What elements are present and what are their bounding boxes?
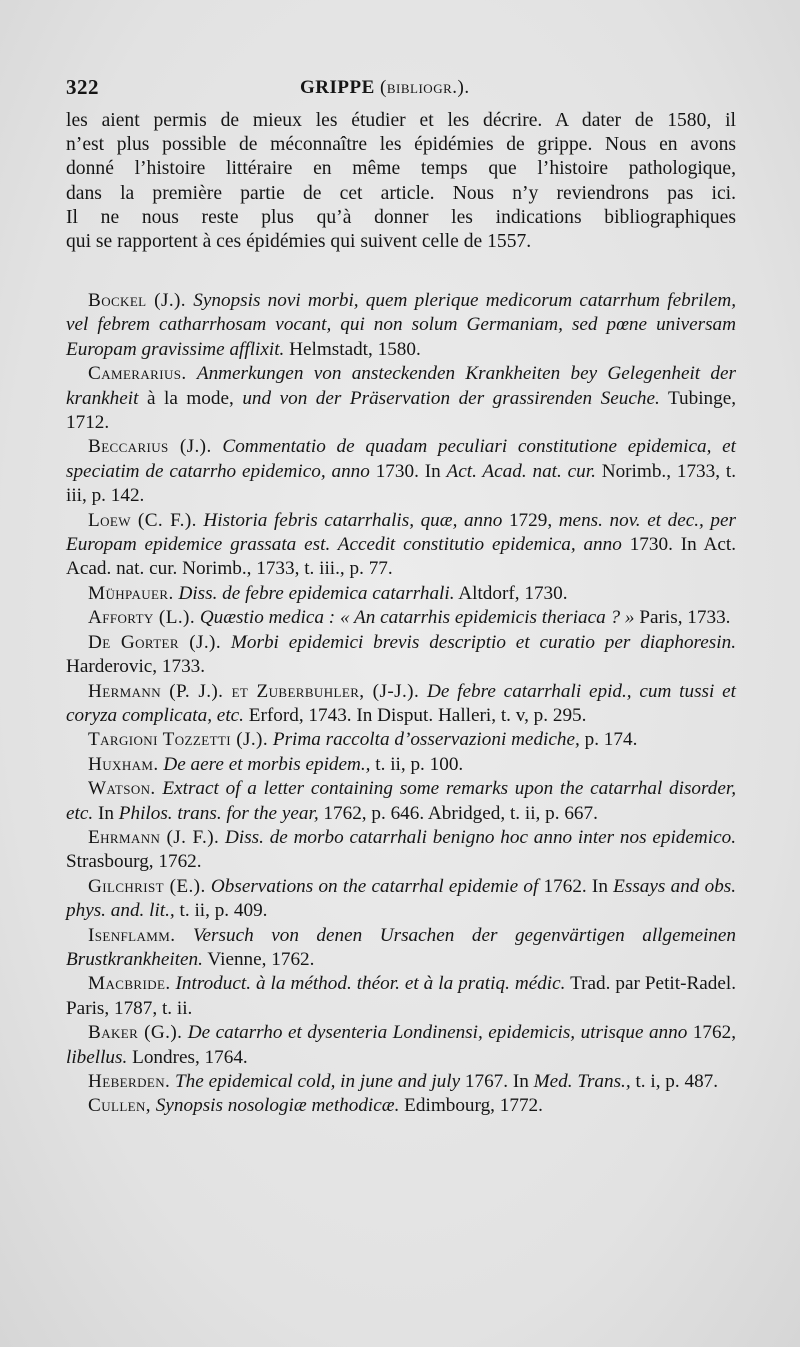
- entry-publication: Tubinge, 1712.: [66, 387, 737, 434]
- entry-author: Macbride.: [88, 973, 171, 995]
- entry-author: Loew (C. F.).: [88, 509, 197, 531]
- bibliography-entry: [66, 972, 736, 1021]
- intro-line: qui se rapportent à ces épidémies qui suivent celle de 1557.: [66, 230, 532, 252]
- entry-title: Synopsis novi morbi, quem plerique medicorum catarrhum febrilem, vel febrem catharrhosam vocant, qui non solum Germaniam, sed pœne universam Europam gravissime afflixit.: [66, 290, 736, 360]
- entry-author: Ehrmann (J. F.).: [88, 826, 220, 848]
- entry-detail: 1729,: [508, 509, 553, 531]
- entry-author: Beccarius (J.).: [88, 436, 212, 458]
- running-title-sub: (bibliogr.).: [380, 77, 470, 98]
- entry-author: Afforty (L.).: [88, 607, 196, 629]
- entry-author: Mühpauer.: [88, 582, 174, 604]
- bibliography-list: [66, 289, 736, 1119]
- entry-author: Huxham.: [88, 753, 159, 775]
- bibliography-entry: [66, 728, 736, 752]
- entry-title: Quæstio medica : « An catarrhis epidemicis theriaca ? »: [199, 607, 635, 629]
- entry-author: Gilchrist (E.).: [88, 875, 206, 897]
- bibliography-entry: [66, 435, 736, 508]
- bibliography-entry: [66, 1094, 736, 1118]
- entry-title-continued: libellus.: [66, 1046, 128, 1068]
- entry-author: Hermann (P. J.). et Zuberbuhler, (J-J.).: [88, 680, 420, 702]
- page-number: 322: [66, 75, 99, 99]
- entry-title: Commentatio de quadam peculiari constitutione epidemica, et speciatim de catarrho epidemico, anno: [66, 436, 736, 482]
- entry-title: Anmerkungen von ansteckenden Krankheiten bey Gelegenheit der krankheit: [66, 363, 736, 409]
- bibliography-entry: [66, 1070, 736, 1094]
- bibliography-entry: [66, 509, 736, 582]
- entry-title: Introduct. à la méthod. théor. et à la pratiq. médic.: [175, 973, 566, 995]
- entry-title: The epidemical cold, in june and july: [175, 1071, 461, 1092]
- entry-publication: t. ii, p. 100.: [375, 753, 464, 775]
- entry-publication: Trad. par Petit-Radel. Paris, 1787, t. ii.: [66, 973, 737, 1019]
- entry-author: Baker (G.).: [88, 1022, 183, 1044]
- entry-publication: Vienne, 1762.: [207, 948, 315, 970]
- entry-detail: 1762,: [692, 1022, 736, 1044]
- entry-author: Isenflamm.: [88, 924, 176, 946]
- entry-detail: 1762. In: [543, 875, 608, 897]
- entry-author: Cullen,: [88, 1095, 151, 1117]
- entry-publication: t. ii, p. 409.: [179, 900, 268, 922]
- bibliography-entry: [66, 680, 736, 729]
- entry-publication: Altdorf, 1730.: [458, 582, 568, 604]
- entry-title: Synopsis nosologiæ methodicæ.: [155, 1095, 400, 1117]
- entry-publication: 1762, p. 646. Abridged, t. ii, p. 667.: [323, 802, 598, 824]
- entry-author: Heberden.: [88, 1071, 171, 1092]
- entry-title-continued: mens. nov. et dec., per Europam epidemice grassata est. Accedit constitutio epidemica, anno: [66, 509, 737, 556]
- intro-line: donné l’histoire littéraire en même temps que l’histoire pathologique,: [66, 158, 736, 180]
- entry-detail: 1730. In: [375, 460, 441, 482]
- entry-detail: In: [97, 802, 114, 824]
- entry-title: De aere et morbis epidem.,: [163, 753, 371, 775]
- entry-publication: t. i, p. 487.: [635, 1071, 719, 1092]
- entry-publication: Norimb., 1733, t. iii, p. 142.: [66, 460, 736, 507]
- entry-title: Observations on the catarrhal epidemie of: [210, 875, 539, 897]
- entry-title-continued: Med. Trans.,: [533, 1071, 631, 1092]
- entry-author: Bockel (J.).: [88, 290, 187, 311]
- entry-author: Watson.: [88, 778, 156, 800]
- bibliography-entry: [66, 826, 736, 875]
- entry-title-continued: Philos. trans. for the year,: [118, 802, 319, 824]
- bibliography-entry: [66, 1021, 736, 1070]
- entry-publication: Erford, 1743. In Disput. Halleri, t. v, p. 295.: [248, 704, 587, 726]
- entry-publication: Edimbourg, 1772.: [404, 1095, 543, 1117]
- bibliography-entry: [66, 875, 736, 924]
- bibliography-entry: [66, 606, 736, 630]
- running-title-main: GRIPPE: [300, 77, 375, 98]
- entry-title: Prima raccolta d’osservazioni mediche,: [272, 729, 580, 751]
- running-title: [300, 77, 470, 99]
- bibliography-entry: [66, 362, 736, 435]
- entry-title: Diss. de febre epidemica catarrhali.: [178, 582, 455, 604]
- entry-title: De febre catarrhali epid., cum tussi et coryza complicata, etc.: [66, 680, 737, 726]
- intro-line: Il ne nous reste plus qu’à donner les indications bibliographiques: [66, 206, 736, 228]
- bibliography-entry: [66, 753, 736, 777]
- bibliography-entry: [66, 289, 736, 362]
- entry-publication: p. 174.: [584, 729, 638, 751]
- entry-title: De catarrho et dysenteria Londinensi, epidemicis, utrisque anno: [187, 1022, 688, 1044]
- entry-publication: Strasbourg, 1762.: [66, 851, 202, 873]
- intro-line: dans la première partie de cet article. Nous n’y reviendrons pas ici.: [66, 182, 736, 204]
- bibliography-entry: [66, 582, 736, 606]
- entry-title: Extract of a letter containing some remarks upon the catarrhal disorder, etc.: [66, 778, 737, 824]
- entry-publication: 1730. In Act. Acad. nat. cur. Norimb., 1733, t. iii., p. 77.: [66, 534, 736, 580]
- entry-author: Targioni Tozzetti (J.).: [88, 729, 269, 751]
- entry-publication: Londres, 1764.: [132, 1046, 248, 1068]
- entry-publication: Harderovic, 1733.: [66, 656, 206, 678]
- entry-title-continued: Act. Acad. nat. cur.: [446, 460, 596, 482]
- entry-title: Morbi epidemici brevis descriptio et curatio per diaphoresin.: [230, 631, 736, 653]
- entry-detail: à la mode,: [146, 387, 234, 409]
- intro-paragraph: [66, 109, 736, 254]
- entry-title: Versuch von denen Ursachen der gegenvärtigen allgemeinen Brustkrankheiten.: [66, 924, 736, 970]
- intro-line: les aient permis de mieux les étudier et les décrire. A dater de 1580, il: [66, 110, 736, 131]
- entry-publication: Paris, 1733.: [639, 607, 731, 629]
- entry-title-continued: und von der Präservation der grassirenden Seuche.: [242, 387, 660, 409]
- bibliography-entry: [66, 924, 736, 973]
- entry-title: Diss. de morbo catarrhali benigno hoc anno inter nos epidemico.: [225, 826, 736, 848]
- entry-author: De Gorter (J.).: [88, 631, 222, 653]
- entry-detail: 1767. In: [464, 1071, 529, 1092]
- running-header: [66, 75, 736, 105]
- intro-line: n’est plus possible de méconnaître les épidémies de grippe. Nous en avons: [66, 134, 736, 156]
- bibliography-entry: [66, 777, 736, 826]
- bibliography-entry: [66, 631, 736, 680]
- entry-title: Historia febris catarrhalis, quæ, anno: [203, 509, 503, 531]
- entry-title-continued: Essays and obs. phys. and. lit.,: [66, 875, 737, 922]
- entry-publication: Helmstadt, 1580.: [289, 338, 421, 360]
- entry-author: Camerarius.: [88, 363, 187, 385]
